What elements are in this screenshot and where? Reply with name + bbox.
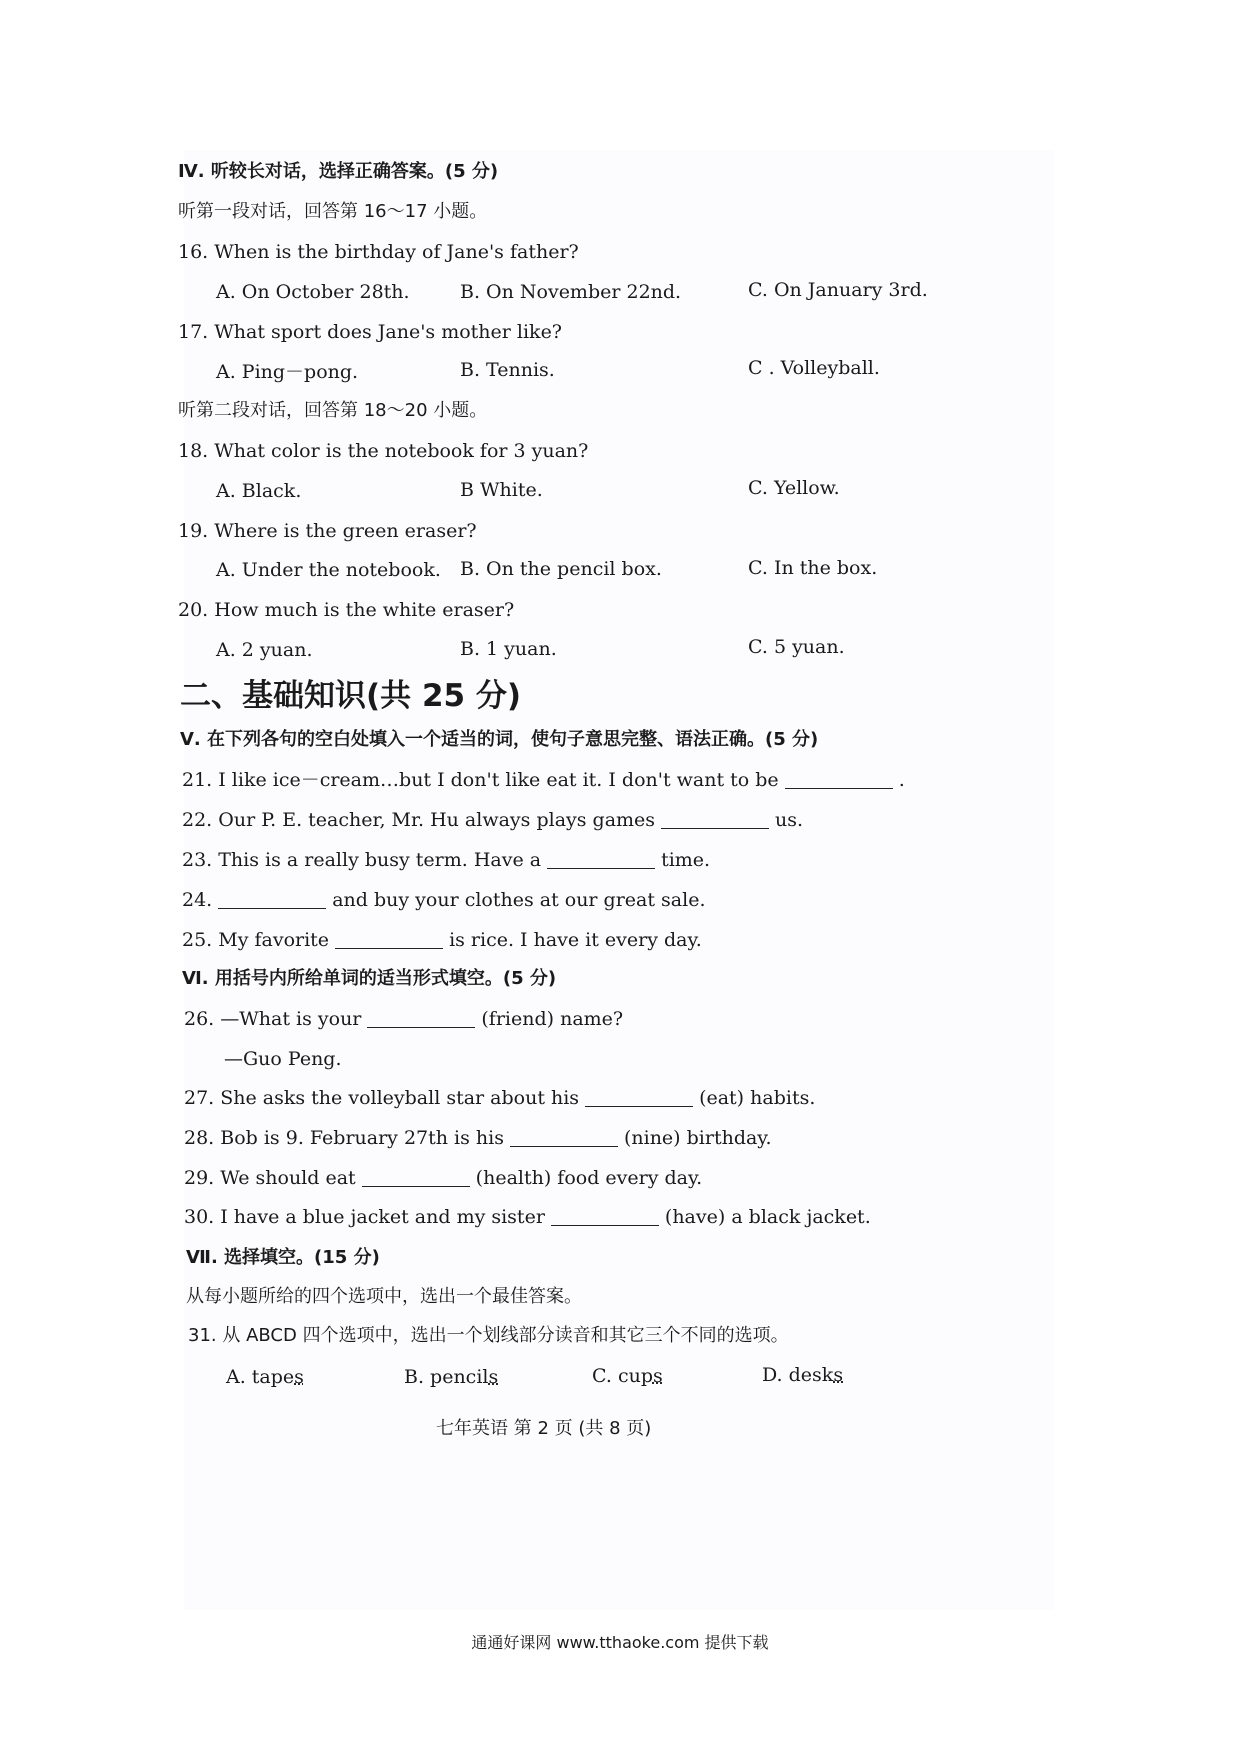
q23-text: 23. This is a really busy term. Have a — [182, 849, 542, 871]
q18-option-c: C. Yellow. — [748, 477, 840, 499]
q31-option-b-label: B. pencil — [404, 1366, 489, 1388]
question-17: 17. What sport does Jane's mother like? — [178, 321, 562, 343]
q26-reply: —Guo Peng. — [224, 1048, 342, 1070]
q31-option-d — [762, 1363, 843, 1387]
q26-text: 26. —What is your — [184, 1008, 362, 1030]
q19-option-a: A. Under the notebook. — [216, 559, 441, 581]
q18-option-b: B White. — [460, 479, 543, 501]
dialog-1-instruction: 听第一段对话，回答第 16～17 小题。 — [178, 201, 488, 222]
question-23 — [182, 848, 710, 872]
question-20: 20. How much is the white eraser? — [178, 599, 515, 621]
question-31: 31. 从 ABCD 四个选项中，选出一个划线部分读音和其它三个不同的选项。 — [188, 1325, 789, 1346]
q31-option-a-label: A. tape — [226, 1366, 295, 1388]
q28-end: (nine) birthday. — [623, 1127, 772, 1149]
question-29 — [184, 1166, 702, 1190]
q29-text: 29. We should eat — [184, 1167, 356, 1189]
part-2-title: 二、基础知识(共 25 分) — [180, 678, 522, 714]
q19-option-b: B. On the pencil box. — [460, 558, 662, 580]
q24-number: 24. — [182, 889, 213, 911]
q16-option-b: B. On November 22nd. — [460, 281, 682, 303]
question-25 — [182, 928, 702, 952]
dialog-2-instruction: 听第二段对话，回答第 18～20 小题。 — [178, 400, 488, 421]
question-27 — [184, 1086, 815, 1110]
question-21 — [182, 768, 905, 792]
q31-option-a-underlined: s — [294, 1366, 304, 1388]
q29-blank[interactable] — [362, 1166, 470, 1187]
question-16: 16. When is the birthday of Jane's father? — [178, 241, 579, 263]
q28-text: 28. Bob is 9. February 27th is his — [184, 1127, 504, 1149]
q21-text: 21. I like ice－cream…but I don't like eat it. I don't want to be — [182, 769, 779, 791]
q22-end: us. — [775, 809, 804, 831]
q21-end: . — [898, 769, 905, 791]
question-18: 18. What color is the notebook for 3 yuan? — [178, 440, 589, 462]
question-22 — [182, 808, 803, 832]
q23-end: time. — [661, 849, 711, 871]
q30-blank[interactable] — [551, 1205, 659, 1226]
question-26 — [184, 1007, 623, 1031]
q27-blank[interactable] — [585, 1086, 693, 1107]
q22-text: 22. Our P. E. teacher, Mr. Hu always plays games — [182, 809, 656, 831]
q31-option-c — [592, 1364, 663, 1388]
q31-option-d-label: D. desk — [762, 1364, 834, 1386]
q24-text: and buy your clothes at our great sale. — [332, 889, 706, 911]
q27-end: (eat) habits. — [699, 1087, 816, 1109]
q17-option-c: C . Volleyball. — [748, 357, 880, 379]
q31-option-c-underlined: s — [652, 1365, 663, 1387]
q31-option-c-label: C. cup — [592, 1365, 653, 1387]
page-footer: 七年英语 第 2 页 (共 8 页) — [436, 1418, 652, 1439]
q19-option-c: C. In the box. — [748, 557, 878, 579]
q22-blank[interactable] — [661, 808, 769, 829]
q21-blank[interactable] — [785, 768, 893, 789]
q25-end: is rice. I have it every day. — [449, 929, 702, 951]
q26-end: (friend) name? — [481, 1008, 624, 1030]
q25-text: 25. My favorite — [182, 929, 330, 951]
download-credit: 通通好课网 www.tthaoke.com 提供下载 — [471, 1633, 769, 1652]
q23-blank[interactable] — [547, 848, 655, 869]
q17-option-b: B. Tennis. — [460, 359, 555, 381]
q17-option-a: A. Ping－pong. — [216, 361, 359, 383]
section-7-heading: Ⅶ. 选择填空。(15 分) — [186, 1247, 380, 1268]
q30-text: 30. I have a blue jacket and my sister — [184, 1206, 545, 1228]
q20-option-b: B. 1 yuan. — [460, 638, 557, 660]
q24-blank[interactable] — [218, 888, 326, 909]
section-5-heading: Ⅴ. 在下列各句的空白处填入一个适当的词，使句子意思完整、语法正确。(5 分) — [180, 729, 819, 750]
q29-end: (health) food every day. — [475, 1167, 703, 1189]
q20-option-c: C. 5 yuan. — [748, 636, 845, 658]
q28-blank[interactable] — [510, 1126, 618, 1147]
section-6-heading: Ⅵ. 用括号内所给单词的适当形式填空。(5 分) — [182, 968, 557, 989]
question-28 — [184, 1126, 772, 1150]
q31-option-b — [404, 1365, 498, 1389]
q16-option-c: C. On January 3rd. — [748, 279, 928, 301]
question-30 — [184, 1205, 871, 1229]
q18-option-a: A. Black. — [216, 480, 302, 502]
q31-option-a — [226, 1365, 304, 1389]
q27-text: 27. She asks the volleyball star about his — [184, 1087, 580, 1109]
q16-option-a: A. On October 28th. — [216, 281, 410, 303]
q25-blank[interactable] — [335, 928, 443, 949]
section-7-instruction: 从每小题所给的四个选项中，选出一个最佳答案。 — [186, 1286, 582, 1307]
q26-blank[interactable] — [367, 1007, 475, 1028]
q31-option-b-underlined: s — [488, 1366, 499, 1388]
section-4-heading: Ⅳ. 听较长对话，选择正确答案。(5 分) — [178, 161, 499, 182]
q30-end: (have) a black jacket. — [664, 1206, 871, 1228]
question-19: 19. Where is the green eraser? — [178, 520, 477, 542]
question-24 — [182, 888, 705, 912]
q20-option-a: A. 2 yuan. — [216, 639, 313, 661]
q31-option-d-underlined: s — [833, 1364, 844, 1386]
